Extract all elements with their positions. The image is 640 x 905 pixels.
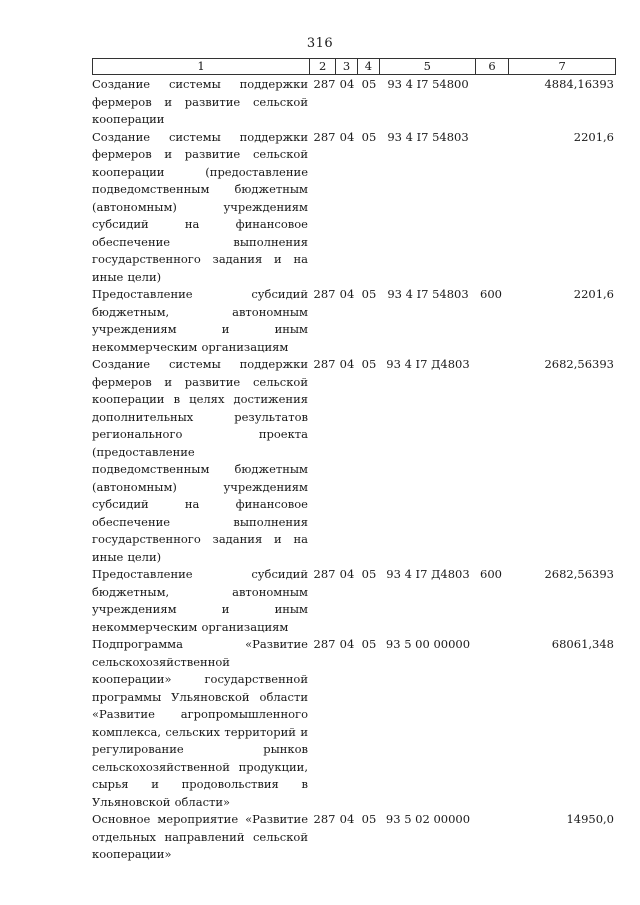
header-col-7: 7 [558,59,566,73]
header-col-1: 1 [93,59,310,74]
row-ministry-code: 287 [313,812,336,826]
row-name: Предоставление субсидий бюджетным, автономным учреждениям и иным некоммерческим организациям [92,567,308,634]
row-amount: 68061,348 [551,637,614,651]
row-subsection-code: 05 [361,357,377,371]
row-section-code: 04 [339,567,355,581]
row-section-code: 04 [339,812,355,826]
row-target-article: 93 5 00 00000 [385,637,471,651]
row-ministry-code: 287 [313,567,336,581]
row-amount: 14950,0 [566,812,614,826]
row-amount: 4884,16393 [544,77,614,91]
row-name: Подпрограмма «Развитие сельскохозяйственной кооперации» государственной программы Ульяновской области «Развитие агропромышленного комплекса, сельских территорий и регулирование рынков сельскохозяйственной продукции, сырья и продовольствия в Ульяновской области» [92,637,308,809]
row-section-code: 04 [339,357,355,371]
page-number: 316 [306,36,334,51]
row-amount: 2682,56393 [544,357,614,371]
row-amount: 2201,6 [573,287,614,301]
row-expense-type: 600 [480,567,502,581]
row-ministry-code: 287 [313,287,336,301]
table-row [92,811,616,864]
table-row [92,566,616,636]
row-name: Создание системы поддержки фермеров и развитие сельской кооперации [92,77,308,126]
row-section-code: 04 [339,129,355,144]
row-amount: 2682,56393 [544,567,614,581]
row-subsection-code: 05 [361,567,377,581]
row-target-article: 93 4 I7 Д4803 [386,357,470,371]
row-subsection-code: 05 [361,129,377,144]
row-amount: 2201,6 [573,129,614,144]
row-name: Создание системы поддержки фермеров и развитие сельской кооперации (предоставление подведомственным бюджетным (автономным) учреждениям субсидий на финансовое обеспечение выполнения государственного задания и на иные цели) [92,129,308,284]
row-subsection-code: 05 [361,637,377,651]
row-subsection-code: 05 [361,812,377,826]
row-section-code: 04 [339,77,355,91]
header-col-3: 3 [336,59,358,74]
row-section-code: 04 [339,287,355,301]
row-name: Основное мероприятие «Развитие отдельных направлений сельской кооперации» [92,812,308,861]
row-target-article: 93 4 I7 54803 [387,287,469,301]
header-col-5: 5 [380,59,476,74]
row-section-code: 04 [339,637,355,651]
row-name: Создание системы поддержки фермеров и развитие сельской кооперации в целях достижения дополнительных результатов регионального проекта (предоставление подведомственным бюджетным (автономным) учреждениям субсидий на финансовое обеспечение выполнения государственного задания и на иные цели) [92,357,308,564]
row-ministry-code: 287 [313,77,336,91]
table-row [92,76,616,129]
table-row [92,286,616,356]
row-name: Предоставление субсидий бюджетным, автономным учреждениям и иным некоммерческим организациям [92,287,308,354]
header-col-4: 4 [358,59,380,74]
table-header [92,58,616,75]
table-body [92,76,616,864]
row-expense-type: 600 [480,287,502,301]
table-row [92,356,616,566]
table-row [92,636,616,811]
row-ministry-code: 287 [313,357,336,371]
row-target-article: 93 4 I7 Д4803 [386,567,470,581]
header-col-6: 6 [476,59,510,74]
row-ministry-code: 287 [313,129,336,144]
row-subsection-code: 05 [361,77,377,91]
row-ministry-code: 287 [313,637,336,651]
table-row [92,129,616,287]
header-col-2: 2 [310,59,336,74]
row-subsection-code: 05 [361,287,377,301]
row-target-article: 93 4 I7 54803 [387,129,469,144]
row-target-article: 93 4 I7 54800 [387,77,469,91]
row-target-article: 93 5 02 00000 [385,812,471,826]
